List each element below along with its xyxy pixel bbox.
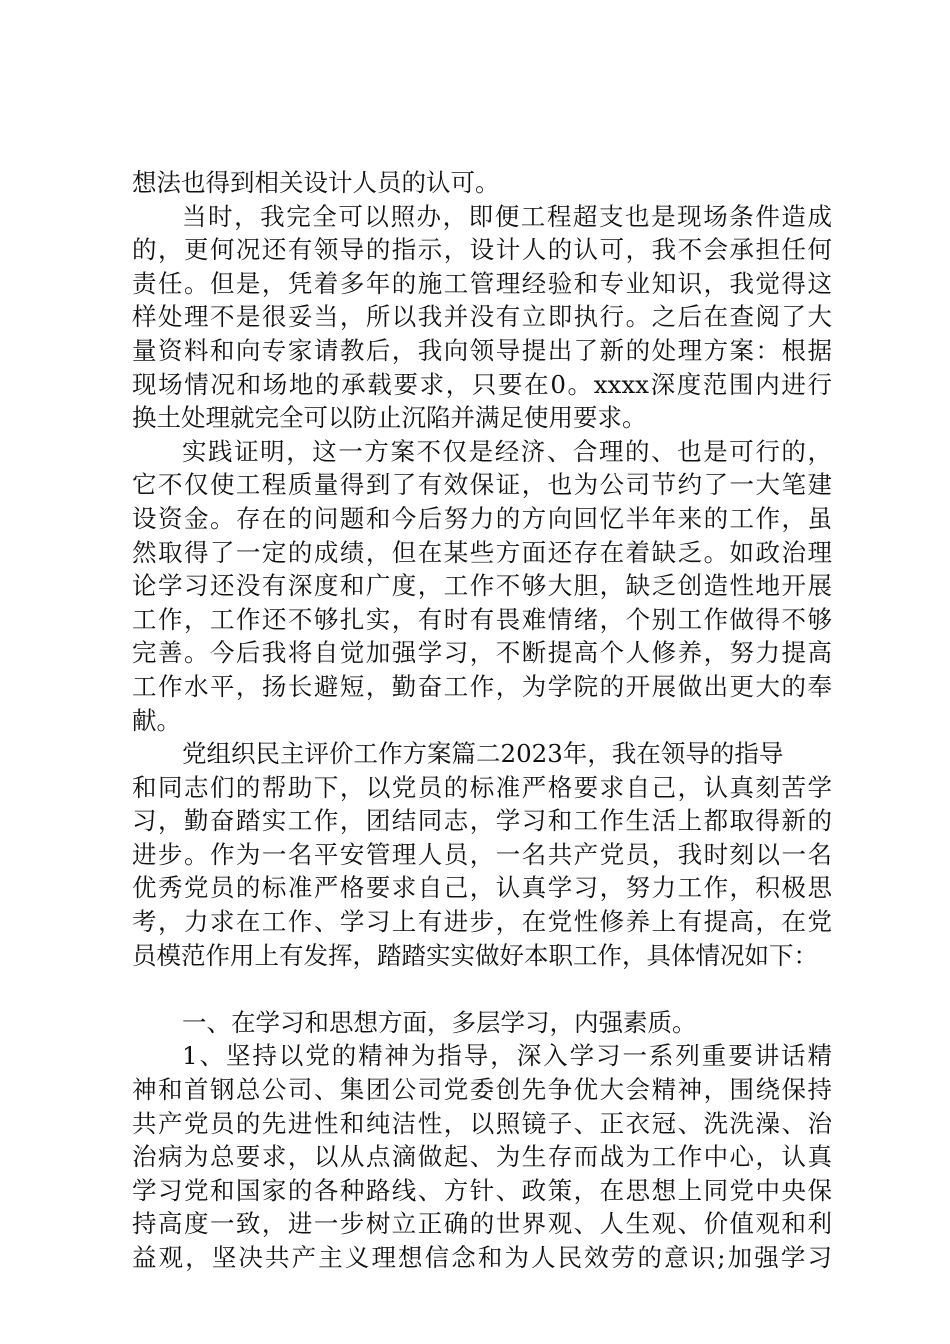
- paragraph-start-line: 当时，我完全可以照办，即便工程超支也是现场条件造成: [182, 201, 832, 231]
- text-line: 持高度一致，进一步树立正确的世界观、人生观、价值观和利: [132, 1209, 832, 1239]
- text-line: 治病为总要求，以从点滴做起、为生存而战为工作中心，认真: [132, 1142, 832, 1172]
- paragraph-start-line: 党组织民主评价工作方案篇二2023年，我在领导的指导: [182, 739, 784, 769]
- text-line: 现场情况和场地的承载要求，只要在0。xxxx深度范围内进行: [132, 369, 832, 399]
- text-line: 然取得了一定的成绩，但在某些方面还存在着缺乏。如政治理: [132, 537, 832, 567]
- text-line: 工作水平，扬长避短，勤奋工作，为学院的开展做出更大的奉: [132, 671, 832, 701]
- text-line: 完善。今后我将自觉加强学习，不断提高个人修养，努力提高: [132, 638, 832, 668]
- paragraph-start-line: 实践证明，这一方案不仅是经济、合理的、也是可行的，: [182, 436, 832, 466]
- text-line: 论学习还没有深度和广度，工作不够大胆，缺乏创造性地开展: [132, 571, 832, 601]
- text-line: 共产党员的先进性和纯洁性，以照镜子、正衣冠、洗洗澡、治: [132, 1108, 832, 1138]
- text-line: 它不仅使工程质量得到了有效保证，也为公司节约了一大笔建: [132, 470, 832, 500]
- text-line: 献。: [132, 705, 181, 735]
- text-line: 样处理不是很妥当，所以我并没有立即执行。之后在查阅了大: [132, 302, 832, 332]
- text-line: 员模范作用上有发挥，踏踏实实做好本职工作，具体情况如下：: [132, 940, 818, 970]
- paragraph-start-line: 1、坚持以党的精神为指导，深入学习一系列重要讲话精: [182, 1041, 832, 1071]
- text-line: 进步。作为一名平安管理人员，一名共产党员，我时刻以一名: [132, 839, 832, 869]
- text-line: 工作，工作还不够扎实，有时有畏难情绪，个别工作做得不够: [132, 604, 832, 634]
- text-line: 优秀党员的标准严格要求自己，认真学习，努力工作，积极思: [132, 873, 832, 903]
- body-text: [132, 166, 832, 1275]
- text-line: 益观，坚决共产主义理想信念和为人民效劳的意识;加强学习: [132, 1243, 832, 1272]
- section-heading: 一、在学习和思想方面，多层学习，内强素质。: [182, 1007, 697, 1037]
- text-line: 设资金。存在的问题和今后努力的方向回忆半年来的工作，虽: [132, 503, 832, 533]
- text-line: 学习党和国家的各种路线、方针、政策，在思想上同党中央保: [132, 1175, 832, 1205]
- text-line: 考，力求在工作、学习上有进步，在党性修养上有提高，在党: [132, 907, 832, 937]
- text-line: 量资料和向专家请教后，我向领导提出了新的处理方案：根据: [132, 335, 832, 365]
- paragraph-gap: [132, 972, 832, 1006]
- text-line: 习，勤奋踏实工作，团结同志，学习和工作生活上都取得新的: [132, 806, 832, 836]
- text-line: 和同志们的帮助下，以党员的标准严格要求自己，认真刻苦学: [132, 772, 832, 802]
- text-line: 神和首钢总公司、集团公司党委创先争优大会精神，围绕保持: [132, 1075, 832, 1105]
- text-line: 责任。但是，凭着多年的施工管理经验和专业知识，我觉得这: [132, 268, 832, 298]
- text-line: 的，更何况还有领导的指示，设计人的认可，我不会承担任何: [132, 235, 832, 265]
- text-line: 换土处理就完全可以防止沉陷并满足使用要求。: [132, 403, 647, 433]
- text-line: 想法也得到相关设计人员的认可。: [132, 168, 500, 197]
